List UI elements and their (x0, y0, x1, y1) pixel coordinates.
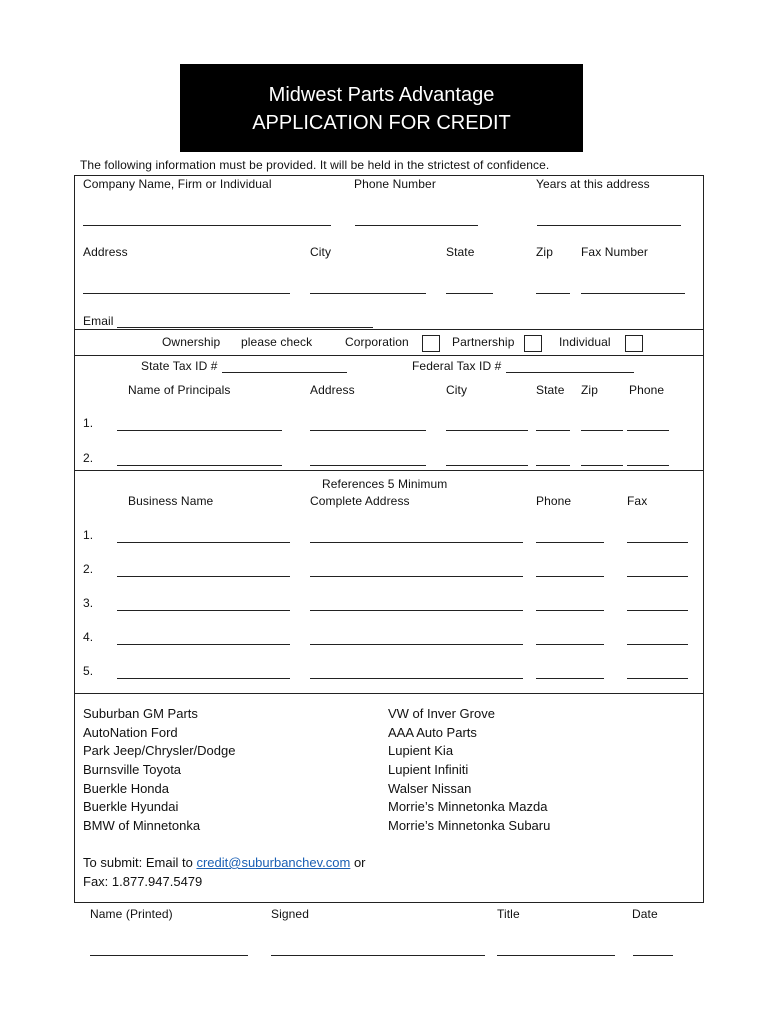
dealer-list-item: Morrie’s Minnetonka Mazda (388, 799, 548, 814)
principal-2-state-field[interactable] (536, 465, 570, 466)
federal-tax-label: Federal Tax ID # (412, 359, 502, 373)
submit-prefix: To submit: Email to (83, 855, 193, 870)
signature-field[interactable] (271, 955, 485, 956)
company-name-label: Company Name, Firm or Individual (83, 177, 272, 191)
reference-3-address-field[interactable] (310, 610, 523, 611)
phone-field[interactable] (355, 225, 478, 226)
submit-suffix: or (353, 855, 366, 870)
references-address-label: Complete Address (310, 494, 410, 508)
references-fax-label: Fax (627, 494, 648, 508)
principal-2-city-field[interactable] (446, 465, 528, 466)
corporation-label: Corporation (345, 335, 409, 349)
principals-state-label: State (536, 383, 565, 397)
fax-label: Fax Number (581, 245, 649, 259)
corporation-checkbox[interactable] (422, 335, 440, 352)
reference-5-fax-field[interactable] (627, 678, 688, 679)
partnership-label: Partnership (452, 335, 515, 349)
date-label: Date (632, 907, 658, 921)
dealer-list-item: AutoNation Ford (83, 725, 178, 740)
form-header (180, 64, 583, 152)
divider-references (74, 470, 704, 471)
company-name-field[interactable] (83, 225, 331, 226)
state-tax-label: State Tax ID # (141, 359, 218, 373)
dealer-list-item: Buerkle Hyundai (83, 799, 179, 814)
reference-row-number: 4. (83, 630, 94, 644)
divider-dealers (74, 693, 704, 694)
federal-tax-field[interactable] (506, 372, 634, 373)
phone-label: Phone Number (354, 177, 436, 191)
principal-1-zip-field[interactable] (581, 430, 623, 431)
principals-address-label: Address (310, 383, 355, 397)
ownership-label: Ownership (162, 335, 221, 349)
reference-row-number: 2. (83, 562, 94, 576)
dealer-list-item: BMW of Minnetonka (83, 818, 201, 833)
city-label: City (310, 245, 332, 259)
title-field[interactable] (497, 955, 615, 956)
state-tax-field[interactable] (222, 372, 347, 373)
dealer-list-item: Park Jeep/Chrysler/Dodge (83, 743, 236, 758)
state-label: State (446, 245, 475, 259)
dealer-list-item: VW of Inver Grove (388, 706, 495, 721)
date-field[interactable] (633, 955, 673, 956)
reference-3-business-field[interactable] (117, 610, 290, 611)
reference-4-business-field[interactable] (117, 644, 290, 645)
reference-row-number: 5. (83, 664, 94, 678)
years-field[interactable] (537, 225, 681, 226)
signed-label: Signed (271, 907, 309, 921)
dealer-list-item: AAA Auto Parts (388, 725, 477, 740)
reference-1-address-field[interactable] (310, 542, 523, 543)
individual-label: Individual (559, 335, 611, 349)
principal-1-state-field[interactable] (536, 430, 570, 431)
reference-2-phone-field[interactable] (536, 576, 604, 577)
reference-row-number: 1. (83, 528, 94, 542)
principal-row-number: 2. (83, 451, 94, 465)
reference-2-address-field[interactable] (310, 576, 523, 577)
reference-4-address-field[interactable] (310, 644, 523, 645)
principal-2-zip-field[interactable] (581, 465, 623, 466)
partnership-checkbox[interactable] (524, 335, 542, 352)
dealer-list-item: Walser Nissan (388, 781, 472, 796)
reference-5-address-field[interactable] (310, 678, 523, 679)
address-field[interactable] (83, 293, 290, 294)
reference-1-business-field[interactable] (117, 542, 290, 543)
zip-label: Zip (536, 245, 553, 259)
dealer-list-item: Burnsville Toyota (83, 762, 182, 777)
dealer-list-item: Suburban GM Parts (83, 706, 198, 721)
reference-1-fax-field[interactable] (627, 542, 688, 543)
email-label: Email (83, 314, 114, 328)
individual-checkbox[interactable] (625, 335, 643, 352)
principal-1-phone-field[interactable] (627, 430, 669, 431)
dealer-list-item: Lupient Kia (388, 743, 454, 758)
references-business-label: Business Name (128, 494, 214, 508)
divider-ownership-bottom (74, 355, 704, 356)
zip-field[interactable] (536, 293, 570, 294)
dealer-list-item: Buerkle Honda (83, 781, 169, 796)
address-label: Address (83, 245, 128, 259)
dealer-list-item: Lupient Infiniti (388, 762, 469, 777)
reference-2-fax-field[interactable] (627, 576, 688, 577)
principals-city-label: City (446, 383, 468, 397)
references-title: References 5 Minimum (322, 477, 448, 491)
form-subtitle: APPLICATION FOR CREDIT (252, 112, 511, 134)
city-field[interactable] (310, 293, 426, 294)
principal-2-name-field[interactable] (117, 465, 282, 466)
reference-2-business-field[interactable] (117, 576, 290, 577)
reference-5-phone-field[interactable] (536, 678, 604, 679)
reference-row-number: 3. (83, 596, 94, 610)
name-printed-label: Name (Printed) (90, 907, 173, 921)
references-phone-label: Phone (536, 494, 572, 508)
reference-3-phone-field[interactable] (536, 610, 604, 611)
reference-3-fax-field[interactable] (627, 610, 688, 611)
fax-field[interactable] (581, 293, 685, 294)
reference-4-fax-field[interactable] (627, 644, 688, 645)
principal-row-number: 1. (83, 416, 94, 430)
intro-text: The following information must be provided. It will be held in the strictest of confidence. (80, 158, 550, 172)
reference-1-phone-field[interactable] (536, 542, 604, 543)
submit-instructions (83, 855, 366, 870)
reference-5-business-field[interactable] (117, 678, 290, 679)
name-printed-field[interactable] (90, 955, 248, 956)
reference-4-phone-field[interactable] (536, 644, 604, 645)
title-label: Title (497, 907, 520, 921)
principal-2-phone-field[interactable] (627, 465, 669, 466)
years-label: Years at this address (536, 177, 650, 191)
principal-1-name-field[interactable] (117, 430, 282, 431)
principals-zip-label: Zip (581, 383, 598, 397)
principals-phone-label: Phone (629, 383, 665, 397)
submit-fax: Fax: 1.877.947.5479 (83, 874, 203, 889)
please-check-label: please check (241, 335, 313, 349)
principal-2-address-field[interactable] (310, 465, 426, 466)
principals-name-label: Name of Principals (128, 383, 231, 397)
divider-ownership-top (74, 329, 704, 330)
dealer-list-item: Morrie’s Minnetonka Subaru (388, 818, 551, 833)
email-field[interactable] (117, 327, 373, 328)
submit-email-link[interactable]: credit@suburbanchev.com (196, 855, 351, 870)
form-title: Midwest Parts Advantage (268, 84, 495, 106)
state-field[interactable] (446, 293, 493, 294)
principal-1-address-field[interactable] (310, 430, 426, 431)
principal-1-city-field[interactable] (446, 430, 528, 431)
